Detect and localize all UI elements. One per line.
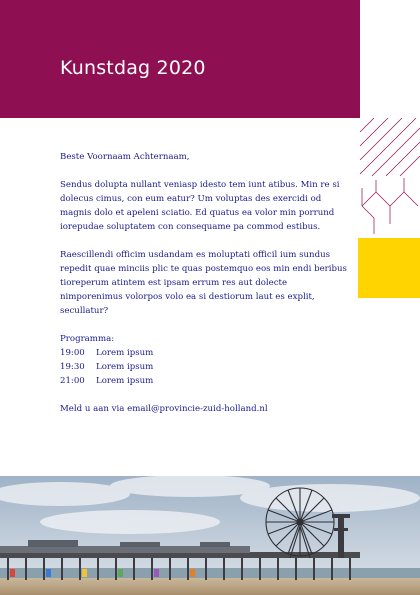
programme-heading: Programma: xyxy=(60,334,115,344)
signup-line: Meld u aan via email@provincie-zuid-holland.nl xyxy=(60,404,268,414)
programme-row xyxy=(60,374,350,388)
programme-item: Lorem ipsum xyxy=(96,348,154,358)
programme-row xyxy=(60,360,350,374)
programme xyxy=(60,332,350,388)
letter-body xyxy=(60,150,350,430)
programme-item: Lorem ipsum xyxy=(96,376,154,386)
programme-time: 19:30 xyxy=(60,362,85,372)
paragraph-2: Raescillendi officim usdandam es moluptati officil ium sundus repedit quae minciis plic te quas postemquo eos min endi beribus tioreperum atintem est ipsam errum res aut dolecte nimporenimus volorpos volo ea si destiorum laut es explit, secullatur? xyxy=(60,250,347,316)
yellow-accent-block xyxy=(358,238,420,298)
page-title: Kunstdag 2020 xyxy=(60,57,206,79)
header-banner xyxy=(0,0,360,118)
programme-time: 21:00 xyxy=(60,376,85,386)
programme-time: 19:00 xyxy=(60,348,85,358)
pier-ferris-wheel-photo xyxy=(0,476,420,595)
programme-item: Lorem ipsum xyxy=(96,362,154,372)
paragraph-1: Sendus dolupta nullant veniasp idesto tem iunt atibus. Min re si dolecus cimus, con eum eatur? Um voluptas des exercidi od magnis dolo et apeleni sciatio. Ed quatus ea volor min porrund iorepudae soluptatem con consequame pa commod estibus. xyxy=(60,180,340,232)
programme-row xyxy=(60,346,350,360)
line-pattern-decoration xyxy=(358,118,420,238)
salutation: Beste Voornaam Achternaam, xyxy=(60,152,190,162)
